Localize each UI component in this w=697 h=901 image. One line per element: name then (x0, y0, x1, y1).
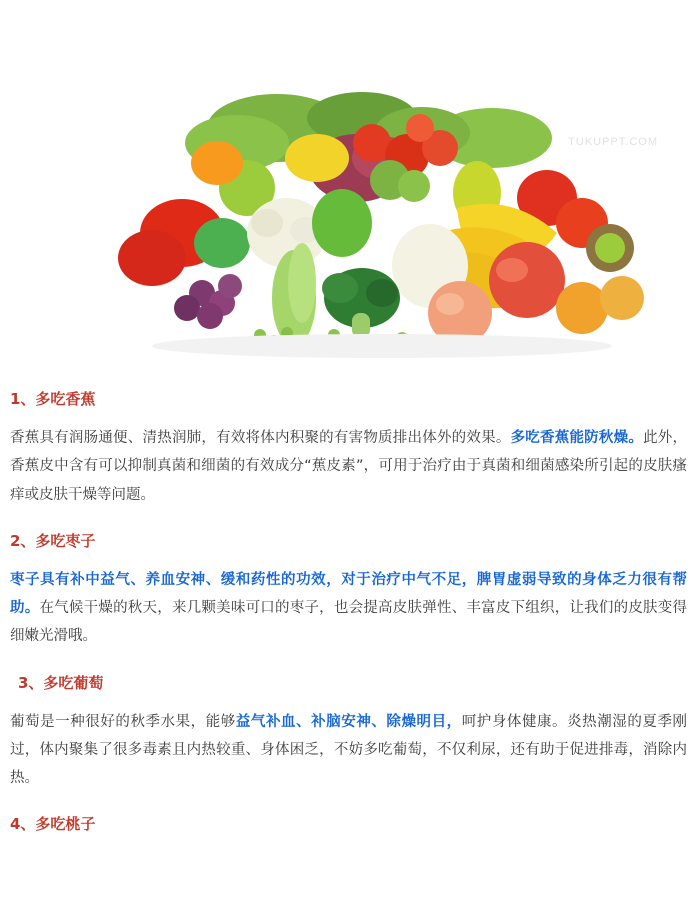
text-segment: 此外，香蕉皮中含有可以抑制真菌和细菌的有效成分“蕉皮素”，可用于治疗由于真菌和细菌感染所引起的皮肤瘙痒或皮肤干燥等问题。 (10, 430, 688, 503)
section-heading-3: 3、多吃葡萄 (18, 673, 104, 692)
text-segment: 呵护身体健康。炎热潮湿的夏季刚过，体内聚集了很多毒素且内热较重、身体困乏，不妨多吃葡萄，不仅利尿，还有助于促进排毒，消除内热。 (10, 713, 688, 787)
section-paragraph-2 (10, 566, 687, 651)
watermark-text: TUKUPPT.COM (568, 136, 658, 148)
text-segment: 在气候干燥的秋天，来几颗美味可口的枣子，也会提高皮肤弹性、丰富皮下组织，让我们的皮肤变得细嫩光滑哦。 (10, 600, 688, 645)
section-heading-4: 4、多吃桃子 (10, 815, 96, 834)
text-segment-highlight: 枣子具有补中益气、养血安神、缓和药性的功效，对于治疗中气不足，脾胃虚弱导致的身体乏力很有帮助。 (10, 571, 687, 617)
article-page (0, 8, 697, 835)
section-heading-1: 1、多吃香蕉 (10, 390, 96, 408)
hero-image (62, 8, 664, 367)
section-paragraph-1 (10, 424, 687, 509)
section-paragraph-3 (10, 708, 687, 793)
text-segment: 葡萄是一种很好的秋季水果，能够 (10, 713, 236, 730)
section-heading-2: 2、多吃枣子 (10, 531, 96, 550)
text-segment-highlight: 益气补血、补脑安神、除燥明目， (235, 713, 462, 730)
text-segment-highlight: 多吃香蕉能防秋燥。 (510, 430, 644, 446)
text-segment: 香蕉具有润肠通便、清热润肺，有效将体内积聚的有害物质排出体外的效果。 (10, 430, 511, 446)
fruits-and-vegetables-illustration (62, 8, 664, 367)
